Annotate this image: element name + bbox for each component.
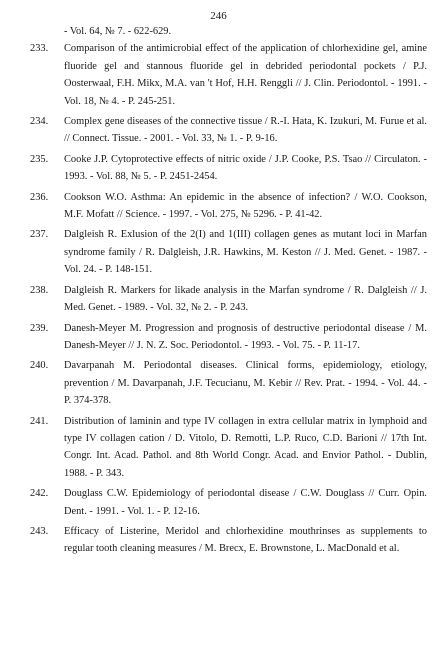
reference-text: Efficacy of Listerine, Meridol and chlorhexidine mouthrinses as supplements to regular tooth cleaning measures / M. Brecx, E. Brownstone, L. MacDonald et al. bbox=[64, 525, 427, 555]
reference-item bbox=[30, 40, 427, 110]
reference-item bbox=[30, 189, 427, 224]
continued-reference-line: - Vol. 64, № 7. - 622-629. bbox=[64, 26, 172, 37]
reference-number: 235. bbox=[30, 153, 49, 165]
reference-item bbox=[30, 357, 427, 409]
reference-item bbox=[30, 523, 427, 558]
reference-item bbox=[30, 282, 427, 317]
reference-number: 243. bbox=[30, 525, 49, 537]
reference-text: Douglass C.W. Epidemiology of periodontal disease / C.W. Douglass // Curr. Opin. Dent. - 1991. - Vol. 1. - P. 12-16. bbox=[64, 488, 427, 517]
reference-text: Complex gene diseases of the connective tissue / R.-I. Hata, K. Izukuri, M. Furue et al. // Connect. Tissue. - 2001. - Vol. 33, № 1. - P. 9-16. bbox=[64, 116, 427, 145]
reference-item bbox=[30, 320, 427, 355]
reference-text: Davarpanah M. Periodontal diseases. Clinical forms, epidemiology, etiology, prevention / M. Davarpanah, J.F. Tecucianu, M. Kebir // Rev. Prat. - 1994. - Vol. 44. - P. 374-378. bbox=[64, 360, 427, 407]
reference-item bbox=[30, 413, 427, 483]
reference-text: Comparison of the antimicrobial effect of the application of chlorhexidine gel, amine fluoride gel and stannous fluoride gel in debrided periodontal pockets / P.J. Oosterwaal, F.H. Mikx, M.A. van 't Hof, H.H. Renggli // J. Clin. Periodontol. - 1991. - Vol. 18, № 4. - P. 245-251. bbox=[64, 43, 427, 107]
reference-number: 242. bbox=[30, 488, 49, 500]
reference-number: 234. bbox=[30, 116, 49, 128]
reference-text: Dalgleish R. Exlusion of the 2(I) and 1(III) collagen genes as mutant loci in Marfan syndrome family / R. Dalgleish, J.R. Hawkins, M. Keston // J. Med. Genet. - 1987. - Vol. 24. - P. 148-151. bbox=[64, 229, 427, 276]
reference-number: 238. bbox=[30, 284, 49, 296]
reference-text: Cookson W.O. Asthma: An epidemic in the absence of infection? / W.O. Cookson, M.F. Mofatt // Science. - 1997. - Vol. 275, № 5296. - P. 41-42. bbox=[64, 191, 427, 221]
reference-list bbox=[30, 40, 427, 557]
reference-number: 237. bbox=[30, 229, 49, 241]
reference-text: Dalgleish R. Markers for likade analysis in the Marfan syndrome / R. Dalgleish // J. Med. Genet. - 1989. - Vol. 32, № 2. - P. 243. bbox=[64, 284, 427, 314]
reference-list-area bbox=[30, 23, 427, 561]
reference-item bbox=[30, 113, 427, 148]
reference-number: 239. bbox=[30, 322, 49, 334]
reference-item bbox=[30, 485, 427, 520]
page-number: 246 bbox=[210, 10, 227, 22]
reference-number: 236. bbox=[30, 191, 49, 203]
reference-item bbox=[30, 151, 427, 186]
reference-text: Danesh-Meyer M. Progression and prognosis of destructive periodontal disease / M. Danesh-Meyer // J. N. Z. Soc. Periodontol. - 1993. - Vol. 75. - P. 11-17. bbox=[64, 322, 427, 351]
reference-text: Distribution of laminin and type IV collagen in extra cellular matrix in lymphoid and type IV collagen cation / D. Vitolo, D. Remotti, L.P. Ruco, C.D. Barioni // 17th Int. Congr. Int. Acad. Pathol. and 8th World Congr. Acad. and Envior Pathol. - Dublin, 1988. - P. 343. bbox=[64, 415, 427, 479]
reference-number: 233. bbox=[30, 43, 49, 55]
reference-item bbox=[30, 226, 427, 278]
reference-number: 240. bbox=[30, 360, 49, 372]
reference-text: Cooke J.P. Cytoprotective effects of nitric oxide / J.P. Cooke, P.S. Tsao // Circulaton. - 1993. - Vol. 88, № 5. - P. 2451-2454. bbox=[64, 153, 427, 183]
reference-number: 241. bbox=[30, 415, 49, 427]
